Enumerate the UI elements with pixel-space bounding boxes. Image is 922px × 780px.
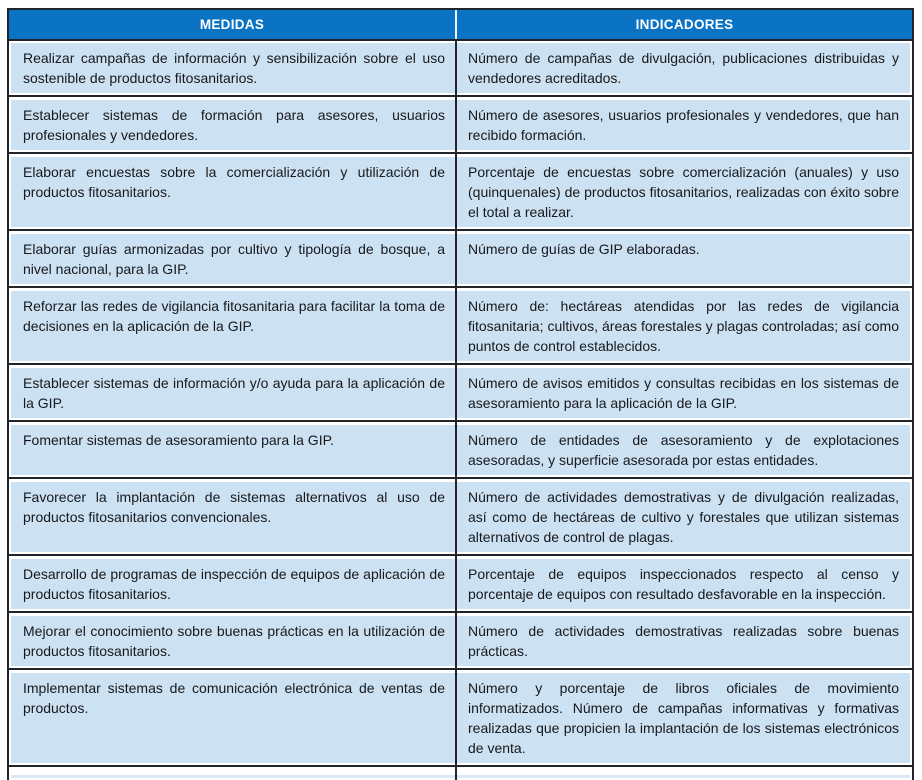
next-row-sliver bbox=[11, 775, 910, 778]
row-separator bbox=[11, 93, 910, 100]
table-row bbox=[11, 234, 910, 284]
header-indicadores: INDICADORES bbox=[635, 17, 734, 32]
table-bottom-cutoff bbox=[11, 770, 910, 778]
indicador-cell: Porcentaje de encuestas sobre comercialización (anuales) y uso (quinquenales) de productos fitosanitarios, realizadas con éxito sobre el total a realizar. bbox=[456, 157, 910, 227]
indicador-cell: Número de entidades de asesoramiento y de explotaciones asesoradas, y superficie asesorada por estas entidades. bbox=[456, 425, 910, 475]
table-row bbox=[11, 43, 910, 93]
table-row bbox=[11, 291, 910, 361]
medida-cell: Establecer sistemas de información y/o ayuda para la aplicación de la GIP. bbox=[11, 368, 456, 418]
table-row bbox=[11, 482, 910, 552]
row-separator bbox=[11, 475, 910, 482]
table-row bbox=[11, 559, 910, 609]
table-row bbox=[11, 368, 910, 418]
row-separator bbox=[11, 284, 910, 291]
row-separator bbox=[11, 227, 910, 234]
indicador-cell: Número y porcentaje de libros oficiales de movimiento informatizados. Número de campañas informativas y formativas realizadas que propicien la implantación de los sistemas electrónicos de venta. bbox=[456, 673, 910, 763]
indicador-cell: Número de asesores, usuarios profesionales y vendedores, que han recibido formación. bbox=[456, 100, 910, 150]
medida-cell: Reforzar las redes de vigilancia fitosanitaria para facilitar la toma de decisiones en la aplicación de la GIP. bbox=[11, 291, 456, 361]
medida-cell: Realizar campañas de información y sensibilización sobre el uso sostenible de productos fitosanitarios. bbox=[11, 43, 456, 93]
header-medidas: MEDIDAS bbox=[199, 17, 265, 32]
medida-cell: Fomentar sistemas de asesoramiento para la GIP. bbox=[11, 425, 456, 475]
indicador-cell: Número de: hectáreas atendidas por las redes de vigilancia fitosanitaria; cultivos, áreas forestales y plagas controladas; así como puntos de control establecidos. bbox=[456, 291, 910, 361]
indicador-cell: Porcentaje de equipos inspeccionados respecto al censo y porcentaje de equipos con resultado desfavorable en la inspección. bbox=[456, 559, 910, 609]
indicador-cell: Número de avisos emitidos y consultas recibidas en los sistemas de asesoramiento para la aplicación de la GIP. bbox=[456, 368, 910, 418]
row-separator bbox=[11, 763, 910, 770]
indicador-cell: Número de guías de GIP elaboradas. bbox=[456, 234, 910, 284]
table-row bbox=[11, 616, 910, 666]
medida-cell: Favorecer la implantación de sistemas alternativos al uso de productos fitosanitarios convencionales. bbox=[11, 482, 456, 552]
medida-cell: Elaborar encuestas sobre la comercialización y utilización de productos fitosanitarios. bbox=[11, 157, 456, 227]
table-row bbox=[11, 673, 910, 763]
indicador-cell: Número de campañas de divulgación, publicaciones distribuidas y vendedores acreditados. bbox=[456, 43, 910, 93]
table-row bbox=[11, 100, 910, 150]
medida-cell: Desarrollo de programas de inspección de equipos de aplicación de productos fitosanitarios. bbox=[11, 559, 456, 609]
medida-cell: Mejorar el conocimiento sobre buenas prácticas en la utilización de productos fitosanitarios. bbox=[11, 616, 456, 666]
table-header-row bbox=[9, 10, 912, 41]
medida-cell: Establecer sistemas de formación para asesores, usuarios profesionales y vendedores. bbox=[11, 100, 456, 150]
indicador-cell: Número de actividades demostrativas y de divulgación realizadas, así como de hectáreas de cultivo y forestales que utilizan sistemas alternativos de control de plagas. bbox=[456, 482, 910, 552]
medida-cell: Elaborar guías armonizadas por cultivo y tipología de bosque, a nivel nacional, para la GIP. bbox=[11, 234, 456, 284]
column-divider bbox=[455, 41, 457, 780]
table-body bbox=[9, 41, 912, 780]
medida-cell: Implementar sistemas de comunicación electrónica de ventas de productos. bbox=[11, 673, 456, 763]
indicador-cell: Número de actividades demostrativas realizadas sobre buenas prácticas. bbox=[456, 616, 910, 666]
row-separator bbox=[11, 361, 910, 368]
row-separator bbox=[11, 150, 910, 157]
table-row bbox=[11, 425, 910, 475]
row-separator bbox=[11, 552, 910, 559]
medidas-indicadores-table bbox=[7, 8, 914, 780]
row-separator bbox=[11, 609, 910, 616]
table-row bbox=[11, 157, 910, 227]
row-separator bbox=[11, 418, 910, 425]
row-separator bbox=[11, 666, 910, 673]
